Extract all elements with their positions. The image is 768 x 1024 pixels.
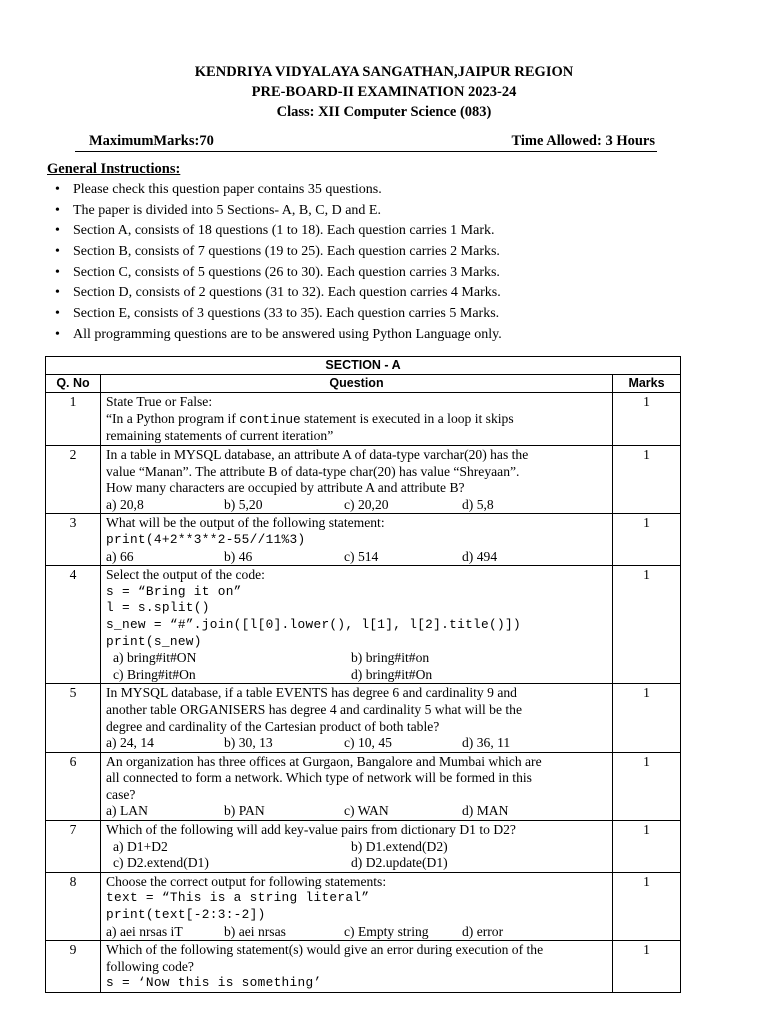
option-b: b) 5,20 [224,496,263,512]
question-line: In a table in MYSQL database, an attribute A of data-type varchar(20) has the [106,447,529,462]
question-line: In MYSQL database, if a table EVENTS has degree 6 and cardinality 9 and [106,685,517,701]
answer-options [106,735,607,752]
option-b: b) aei nrsas [224,923,286,939]
question-text [101,514,613,566]
table-row [46,872,681,940]
table-row [46,514,681,566]
code-line: text = “This is a string literal” [106,890,370,906]
question-text [101,684,613,752]
header-exam-name: PRE-BOARD-II EXAMINATION 2023-24 [251,84,517,100]
code-line: l = s.split() [106,600,210,616]
table-row [46,393,681,446]
question-number: 9 [46,941,101,993]
table-row [46,446,681,514]
question-marks: 1 [613,684,681,752]
section-row [46,357,681,375]
marks-time-line [75,133,657,152]
option-c: c) D2.extend(D1) [113,855,209,871]
question-line: another table ORGANISERS has degree 4 and cardinality 5 what will be the [106,701,523,717]
exam-header [0,62,768,122]
instructions-title: General Instructions: [47,161,181,177]
table-row [46,941,681,993]
answer-options [106,667,607,684]
instruction-item: • Please check this question paper contains 35 questions. [55,180,502,201]
question-line: How many characters are occupied by attribute A and attribute B? [106,480,465,496]
question-line [106,411,607,429]
code-line: s_new = “#”.join([l[0].lower(), l[1], l[2].title()]) [106,616,521,632]
question-number: 1 [46,393,101,446]
option-d: d) 36, 11 [462,735,511,751]
question-line-part: “In a Python program if [106,410,240,426]
question-number: 3 [46,514,101,566]
question-line: following code? [106,958,194,974]
answer-options [106,924,607,941]
option-c: c) Empty string [344,923,429,939]
question-text [101,446,613,514]
option-a: a) bring#it#ON [113,650,197,666]
question-number: 7 [46,821,101,873]
question-line: State True or False: [106,394,213,409]
question-marks: 1 [613,941,681,993]
question-text [101,566,613,684]
question-marks: 1 [613,821,681,873]
option-d: d) bring#it#On [351,666,433,682]
instructions-list [55,180,502,346]
header-class: Class: XII Computer Science (083) [276,104,492,120]
answer-options [106,855,607,872]
option-c: c) Bring#it#On [113,666,196,682]
question-line: Choose the correct output for following statements: [106,873,387,889]
question-marks: 1 [613,514,681,566]
answer-options [106,839,607,856]
question-marks: 1 [613,393,681,446]
question-line: remaining statements of current iteration” [106,428,334,444]
question-line-part: statement is executed in a loop it skips [300,410,514,426]
question-number: 4 [46,566,101,684]
question-line: Which of the following will add key-value pairs from dictionary D1 to D2? [106,822,516,838]
option-d: d) MAN [462,803,509,819]
option-a: a) 24, 14 [106,735,154,751]
question-marks: 1 [613,752,681,820]
option-a: a) 20,8 [106,496,144,512]
column-header-question: Question [101,375,613,393]
column-header-qno: Q. No [46,375,101,393]
question-line: value “Manan”. The attribute B of data-type char(20) has value “Shreyaan”. [106,463,520,479]
table-row [46,684,681,752]
code-line: s = “Bring it on” [106,583,242,599]
instruction-item: • Section B, consists of 7 questions (19 to 25). Each question carries 2 Marks. [55,242,502,263]
code-line: print(s_new) [106,633,202,649]
instruction-item: • Section A, consists of 18 questions (1 to 18). Each question carries 1 Mark. [55,221,502,242]
question-marks: 1 [613,446,681,514]
time-allowed: Time Allowed: 3 Hours [511,133,655,149]
question-marks: 1 [613,566,681,684]
inline-code: continue [239,411,301,427]
questions-table [45,356,681,993]
question-line: What will be the output of the following statement: [106,515,385,531]
option-d: d) error [462,923,504,939]
question-line: Select the output of the code: [106,567,265,583]
question-text [101,872,613,940]
table-row [46,566,681,684]
question-line: An organization has three offices at Gurgaon, Bangalore and Mumbai which are [106,753,542,769]
option-a: a) aei nrsas iT [106,923,183,939]
option-b: b) PAN [224,803,265,819]
question-line: degree and cardinality of the Cartesian product of both table? [106,718,440,734]
question-text [101,821,613,873]
question-text [101,393,613,446]
option-d: d) 494 [462,548,498,564]
instruction-item: • Section D, consists of 2 questions (31 to 32). Each question carries 4 Marks. [55,283,502,304]
instruction-item: • Section C, consists of 5 questions (26 to 30). Each question carries 3 Marks. [55,263,502,284]
question-number: 8 [46,872,101,940]
code-line: s = ‘Now this is something’ [106,975,322,991]
table-row [46,752,681,820]
maximum-marks: MaximumMarks:70 [89,133,214,149]
header-organization: KENDRIYA VIDYALAYA SANGATHAN,JAIPUR REGION [194,64,574,80]
instruction-item: • Section E, consists of 3 questions (33 to 35). Each question carries 5 Marks. [55,304,502,325]
option-b: b) bring#it#on [351,650,430,666]
question-text [101,752,613,820]
answer-options [106,650,607,667]
option-a: a) LAN [106,803,148,819]
question-number: 5 [46,684,101,752]
option-c: c) 10, 45 [344,735,392,751]
option-d: d) 5,8 [462,496,494,512]
option-d: d) D2.update(D1) [351,855,448,871]
option-c: c) 20,20 [344,496,389,512]
question-number: 2 [46,446,101,514]
question-marks: 1 [613,872,681,940]
question-text [101,941,613,993]
question-number: 6 [46,752,101,820]
section-title: SECTION - A [46,357,681,375]
question-line: all connected to form a network. Which type of network will be formed in this [106,770,532,786]
option-a: a) D1+D2 [113,838,168,854]
instruction-item: • All programming questions are to be answered using Python Language only. [55,325,502,346]
code-line: print(4+2**3**2-55//11%3) [106,531,306,547]
option-b: b) D1.extend(D2) [351,838,448,854]
option-c: c) 514 [344,548,379,564]
code-line: print(text[-2:3:-2]) [106,907,266,923]
table-row [46,821,681,873]
option-b: b) 30, 13 [224,735,273,751]
option-b: b) 46 [224,548,253,564]
answer-options [106,803,607,820]
table-header-row [46,375,681,393]
question-line: case? [106,786,136,802]
answer-options [106,497,607,514]
instruction-item: • The paper is divided into 5 Sections- A, B, C, D and E. [55,201,502,222]
question-line: Which of the following statement(s) would give an error during execution of the [106,942,544,958]
column-header-marks: Marks [613,375,681,393]
option-c: c) WAN [344,803,389,819]
answer-options [106,549,607,566]
option-a: a) 66 [106,548,134,564]
